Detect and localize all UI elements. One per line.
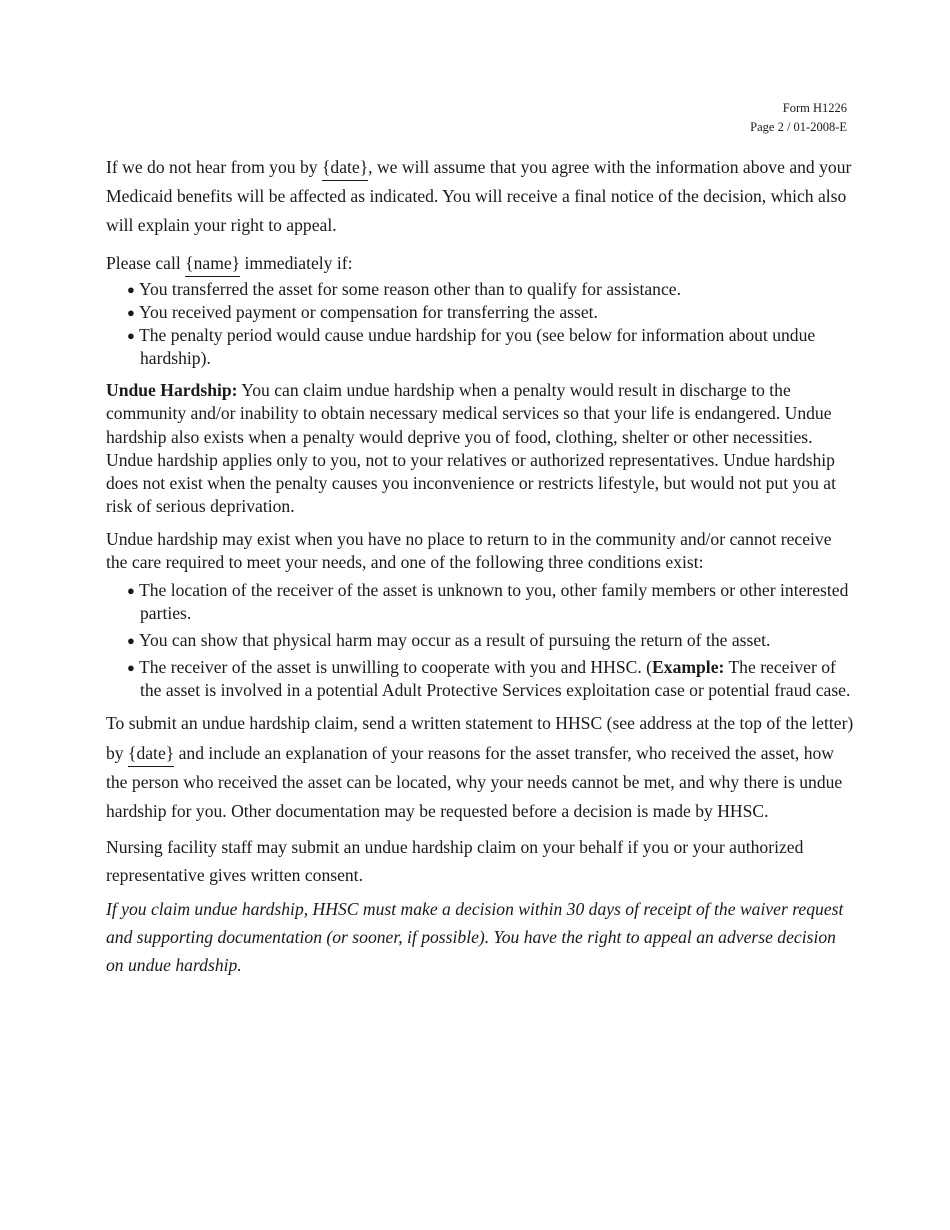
- list-item: ● The location of the receiver of the asset is unknown to you, other family members or other interested parties.: [127, 580, 849, 624]
- submit-claim-paragraph: To submit an undue hardship claim, send a written statement to HHSC (see address at the top of the letter) by {date} and include an explanation of your reasons for the asset transfer, who received the asset, how the person who received the asset can be located, why your needs cannot be met, and why there is undue hardship for you. Other documentation may be requested before a decision is made by HHSC.: [106, 713, 854, 822]
- response-deadline-paragraph: If we do not hear from you by {date}, we will assume that you agree with the information above and your Medicaid benefits will be affected as indicated. You will receive a final notice of the decision, which also will explain your right to appeal.: [106, 157, 852, 235]
- form-number: Form H1226: [782, 101, 847, 115]
- contact-paragraph: Please call {name} immediately if:: [106, 249, 854, 278]
- hardship-conditions-paragraph: Undue hardship may exist when you have no place to return to in the community and/or cannot receive the care required to meet your needs, and one of the following three conditions exist:: [106, 528, 832, 573]
- date-field: {date}: [322, 157, 368, 181]
- undue-hardship-paragraph: Undue Hardship: You can claim undue hardship when a penalty would result in discharge to the community and/or inability to obtain necessary medical services so that your life is endangered. Undue hardship also exists when a penalty would deprive you of food, clothing, shelter or other necessities. Undue hardship applies only to you, not to your relatives or authorized representatives. Undue hardship does not exist when the penalty causes you inconvenience or restricts lifestyle, but would not put you at risk of serious deprivation.: [106, 380, 836, 517]
- page-info: Page 2 / 01-2008-E: [750, 120, 847, 134]
- bullet-icon: ●: [127, 660, 135, 676]
- undue-hardship-label: Undue Hardship:: [106, 380, 238, 400]
- list-item: ● You transferred the asset for some reason other than to qualify for assistance.: [127, 279, 681, 299]
- nursing-facility-paragraph: Nursing facility staff may submit an undue hardship claim on your behalf if you or your authorized representative gives written consent.: [106, 836, 804, 885]
- example-label: Example:: [652, 657, 725, 678]
- list-item: ● The receiver of the asset is unwilling to cooperate with you and HHSC. (Example: The receiver of the asset is involved in a potential Adult Protective Services exploitation case or potential fraud case.: [127, 657, 851, 701]
- list-item: ● The penalty period would cause undue hardship for you (see below for information about undue hardship).: [127, 325, 816, 368]
- bullet-icon: ●: [127, 282, 135, 297]
- letter-body: [106, 153, 854, 979]
- list-item: ● You received payment or compensation for transferring the asset.: [127, 302, 598, 322]
- list-item: ● You can show that physical harm may occur as a result of pursuing the return of the asset.: [127, 630, 771, 651]
- date-field: {date}: [128, 743, 174, 767]
- contact-reasons-list: [106, 278, 854, 370]
- decision-timeline-paragraph: If you claim undue hardship, HHSC must make a decision within 30 days of receipt of the waiver request and supporting documentation (or sooner, if possible). You have the right to appeal an adverse decision on undue hardship.: [106, 898, 844, 975]
- bullet-icon: ●: [127, 583, 135, 599]
- hardship-conditions-list: [106, 579, 854, 702]
- bullet-icon: ●: [127, 328, 135, 343]
- page-header: [750, 99, 847, 137]
- name-field: {name}: [185, 253, 240, 277]
- bullet-icon: ●: [127, 305, 135, 320]
- bullet-icon: ●: [127, 633, 135, 649]
